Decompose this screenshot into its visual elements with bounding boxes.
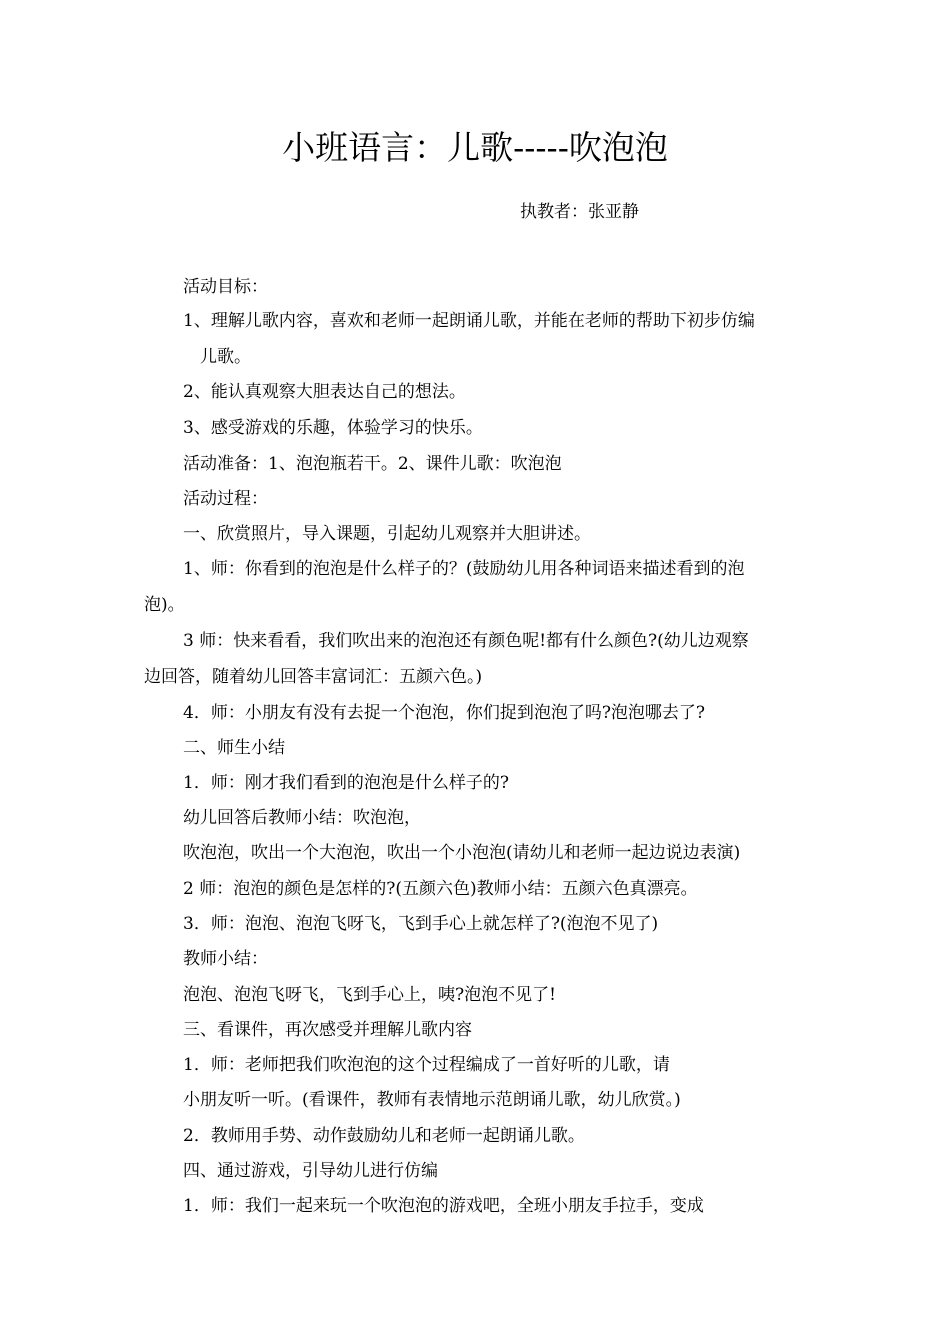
text-line: 3．师：泡泡、泡泡飞呀飞，飞到手心上就怎样了?(泡泡不见了) <box>183 914 659 934</box>
text-line: 4．师：小朋友有没有去捉一个泡泡，你们捉到泡泡了吗?泡泡哪去了? <box>183 703 706 723</box>
text-line: 2、能认真观察大胆表达自己的想法。 <box>183 382 466 402</box>
text-line: 泡)。 <box>144 595 185 615</box>
text-line: 边回答，随着幼儿回答丰富词汇：五颜六色。) <box>144 667 483 687</box>
text-line: 活动目标： <box>183 277 268 297</box>
text-line: 二、师生小结 <box>183 738 285 758</box>
text-line: 1、师：你看到的泡泡是什么样子的？(鼓励幼儿用各种词语来描述看到的泡 <box>183 559 745 579</box>
text-line: 活动准备：1、泡泡瓶若干。2、课件儿歌：吹泡泡 <box>183 454 562 474</box>
text-line: 儿歌。 <box>200 347 251 367</box>
text-line: 1．师：刚才我们看到的泡泡是什么样子的? <box>183 773 509 793</box>
text-line: 3、感受游戏的乐趣，体验学习的快乐。 <box>183 418 483 438</box>
document-author: 执教者：张亚静 <box>520 202 639 222</box>
text-line: 3 师：快来看看，我们吹出来的泡泡还有颜色呢!都有什么颜色?(幼儿边观察 <box>183 631 749 651</box>
document-title: 小班语言：儿歌-----吹泡泡 <box>282 128 668 167</box>
text-line: 吹泡泡，吹出一个大泡泡，吹出一个小泡泡(请幼儿和老师一起边说边表演) <box>183 843 741 863</box>
text-line: 四、通过游戏，引导幼儿进行仿编 <box>183 1161 438 1181</box>
text-line: 幼儿回答后教师小结：吹泡泡， <box>183 808 421 828</box>
text-line: 泡泡、泡泡飞呀飞，飞到手心上，咦?泡泡不见了! <box>183 985 556 1005</box>
text-line: 2．教师用手势、动作鼓励幼儿和老师一起朗诵儿歌。 <box>183 1126 585 1146</box>
text-line: 教师小结： <box>183 949 268 969</box>
text-line: 2 师：泡泡的颜色是怎样的?(五颜六色)教师小结：五颜六色真漂亮。 <box>183 879 698 899</box>
text-line: 1．师：老师把我们吹泡泡的这个过程编成了一首好听的儿歌，请 <box>183 1055 670 1075</box>
text-line: 活动过程： <box>183 489 268 509</box>
text-line: 1．师：我们一起来玩一个吹泡泡的游戏吧，全班小朋友手拉手，变成 <box>183 1196 704 1216</box>
text-line: 1、理解儿歌内容，喜欢和老师一起朗诵儿歌，并能在老师的帮助下初步仿编 <box>183 311 755 331</box>
text-line: 小朋友听一听。(看课件，教师有表情地示范朗诵儿歌，幼儿欣赏。) <box>183 1090 681 1110</box>
text-line: 一、欣赏照片，导入课题，引起幼儿观察并大胆讲述。 <box>183 524 591 544</box>
text-line: 三、看课件，再次感受并理解儿歌内容 <box>183 1020 472 1040</box>
